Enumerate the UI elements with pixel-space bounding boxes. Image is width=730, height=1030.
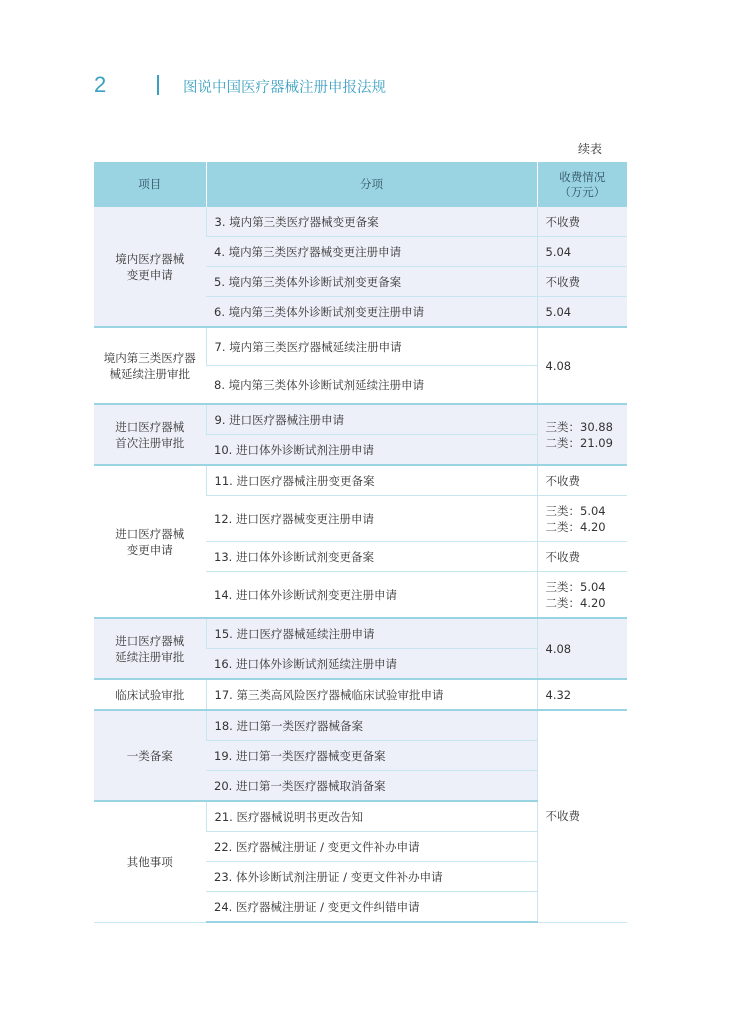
table-row — [94, 618, 627, 649]
fee-cell — [537, 572, 627, 619]
item-cell: 17. 第三类高风险医疗器械临床试验审批申请 — [206, 679, 537, 710]
item-cell: 20. 进口第一类医疗器械取消备案 — [206, 771, 537, 802]
group-label-line: 进口医疗器械 — [115, 526, 185, 541]
item-cell: 4. 境内第三类医疗器械变更注册申请 — [206, 237, 537, 267]
group-label: 临床试验审批 — [94, 679, 206, 710]
table-row — [94, 327, 627, 366]
group-label-line: 进口医疗器械 — [115, 633, 185, 648]
fee-line: 三类：5.04 — [545, 503, 606, 518]
item-cell: 5. 境内第三类体外诊断试剂变更备案 — [206, 267, 537, 297]
group-label: 其他事项 — [94, 801, 206, 922]
group-label-line: 变更申请 — [126, 542, 173, 557]
page-number: 2 — [94, 72, 107, 97]
running-header-title: 图说中国医疗器械注册申报法规 — [183, 80, 386, 96]
continued-label: 续表 — [578, 142, 603, 156]
item-cell: 23. 体外诊断试剂注册证 / 变更文件补办申请 — [206, 862, 537, 892]
table-row — [94, 710, 627, 741]
item-cell: 8. 境内第三类体外诊断试剂延续注册申请 — [206, 366, 537, 405]
fee-cell: 不收费 — [537, 267, 627, 297]
group-label — [94, 207, 206, 327]
fee-cell: 不收费 — [537, 710, 627, 922]
item-cell: 7. 境内第三类医疗器械延续注册申请 — [206, 327, 537, 366]
fee-cell: 4.32 — [537, 679, 627, 710]
item-cell: 24. 医疗器械注册证 / 变更文件纠错申请 — [206, 892, 537, 923]
item-cell: 22. 医疗器械注册证 / 变更文件补办申请 — [206, 832, 537, 862]
fee-line: 二类：21.09 — [545, 435, 613, 450]
group-label-line: 首次注册审批 — [115, 435, 185, 450]
fee-cell: 5.04 — [537, 237, 627, 267]
item-cell: 6. 境内第三类体外诊断试剂变更注册申请 — [206, 297, 537, 328]
item-cell: 21. 医疗器械说明书更改告知 — [206, 801, 537, 832]
item-cell: 16. 进口体外诊断试剂延续注册申请 — [206, 649, 537, 680]
fee-cell: 不收费 — [537, 542, 627, 572]
group-label — [94, 618, 206, 679]
group-label-line: 境内第三类医疗器 — [103, 350, 196, 365]
item-cell: 3. 境内第三类医疗器械变更备案 — [206, 207, 537, 237]
group-label-line: 延续注册审批 — [115, 649, 185, 664]
table-row — [94, 679, 627, 710]
fee-cell: 4.08 — [537, 327, 627, 404]
item-cell: 15. 进口医疗器械延续注册申请 — [206, 618, 537, 649]
group-label-line: 变更申请 — [126, 267, 173, 282]
fee-cell: 4.08 — [537, 618, 627, 679]
fee-table — [94, 162, 627, 923]
group-label-line: 境内医疗器械 — [115, 251, 185, 266]
group-label-line: 械延续注册审批 — [109, 366, 190, 381]
group-label: 一类备案 — [94, 710, 206, 801]
item-cell: 19. 进口第一类医疗器械变更备案 — [206, 741, 537, 771]
fee-cell: 不收费 — [537, 465, 627, 496]
item-cell: 12. 进口医疗器械变更注册申请 — [206, 496, 537, 542]
group-label — [94, 404, 206, 465]
item-cell: 14. 进口体外诊断试剂变更注册申请 — [206, 572, 537, 619]
item-cell: 11. 进口医疗器械注册变更备案 — [206, 465, 537, 496]
column-header-subitem: 分项 — [206, 162, 537, 207]
table-row — [94, 404, 627, 435]
group-label — [94, 327, 206, 404]
item-cell: 13. 进口体外诊断试剂变更备案 — [206, 542, 537, 572]
fee-line: 二类：4.20 — [545, 595, 606, 610]
fee-cell: 不收费 — [537, 207, 627, 237]
table-header-row — [94, 162, 627, 207]
group-label-line: 进口医疗器械 — [115, 419, 185, 434]
column-header-item: 项目 — [94, 162, 206, 207]
item-cell: 9. 进口医疗器械注册申请 — [206, 404, 537, 435]
fee-cell: 5.04 — [537, 297, 627, 328]
item-cell: 10. 进口体外诊断试剂注册申请 — [206, 435, 537, 466]
column-header-fee-line2: （万元） — [559, 184, 606, 199]
fee-cell — [537, 496, 627, 542]
group-label — [94, 465, 206, 618]
item-cell: 18. 进口第一类医疗器械备案 — [206, 710, 537, 741]
header-divider — [157, 75, 159, 95]
column-header-fee-line1: 收费情况 — [559, 169, 606, 184]
fee-line: 二类：4.20 — [545, 519, 606, 534]
table-row — [94, 207, 627, 237]
column-header-fee — [537, 162, 627, 207]
fee-cell — [537, 404, 627, 465]
fee-line: 三类：30.88 — [545, 419, 613, 434]
table-row — [94, 465, 627, 496]
fee-line: 三类：5.04 — [545, 579, 606, 594]
